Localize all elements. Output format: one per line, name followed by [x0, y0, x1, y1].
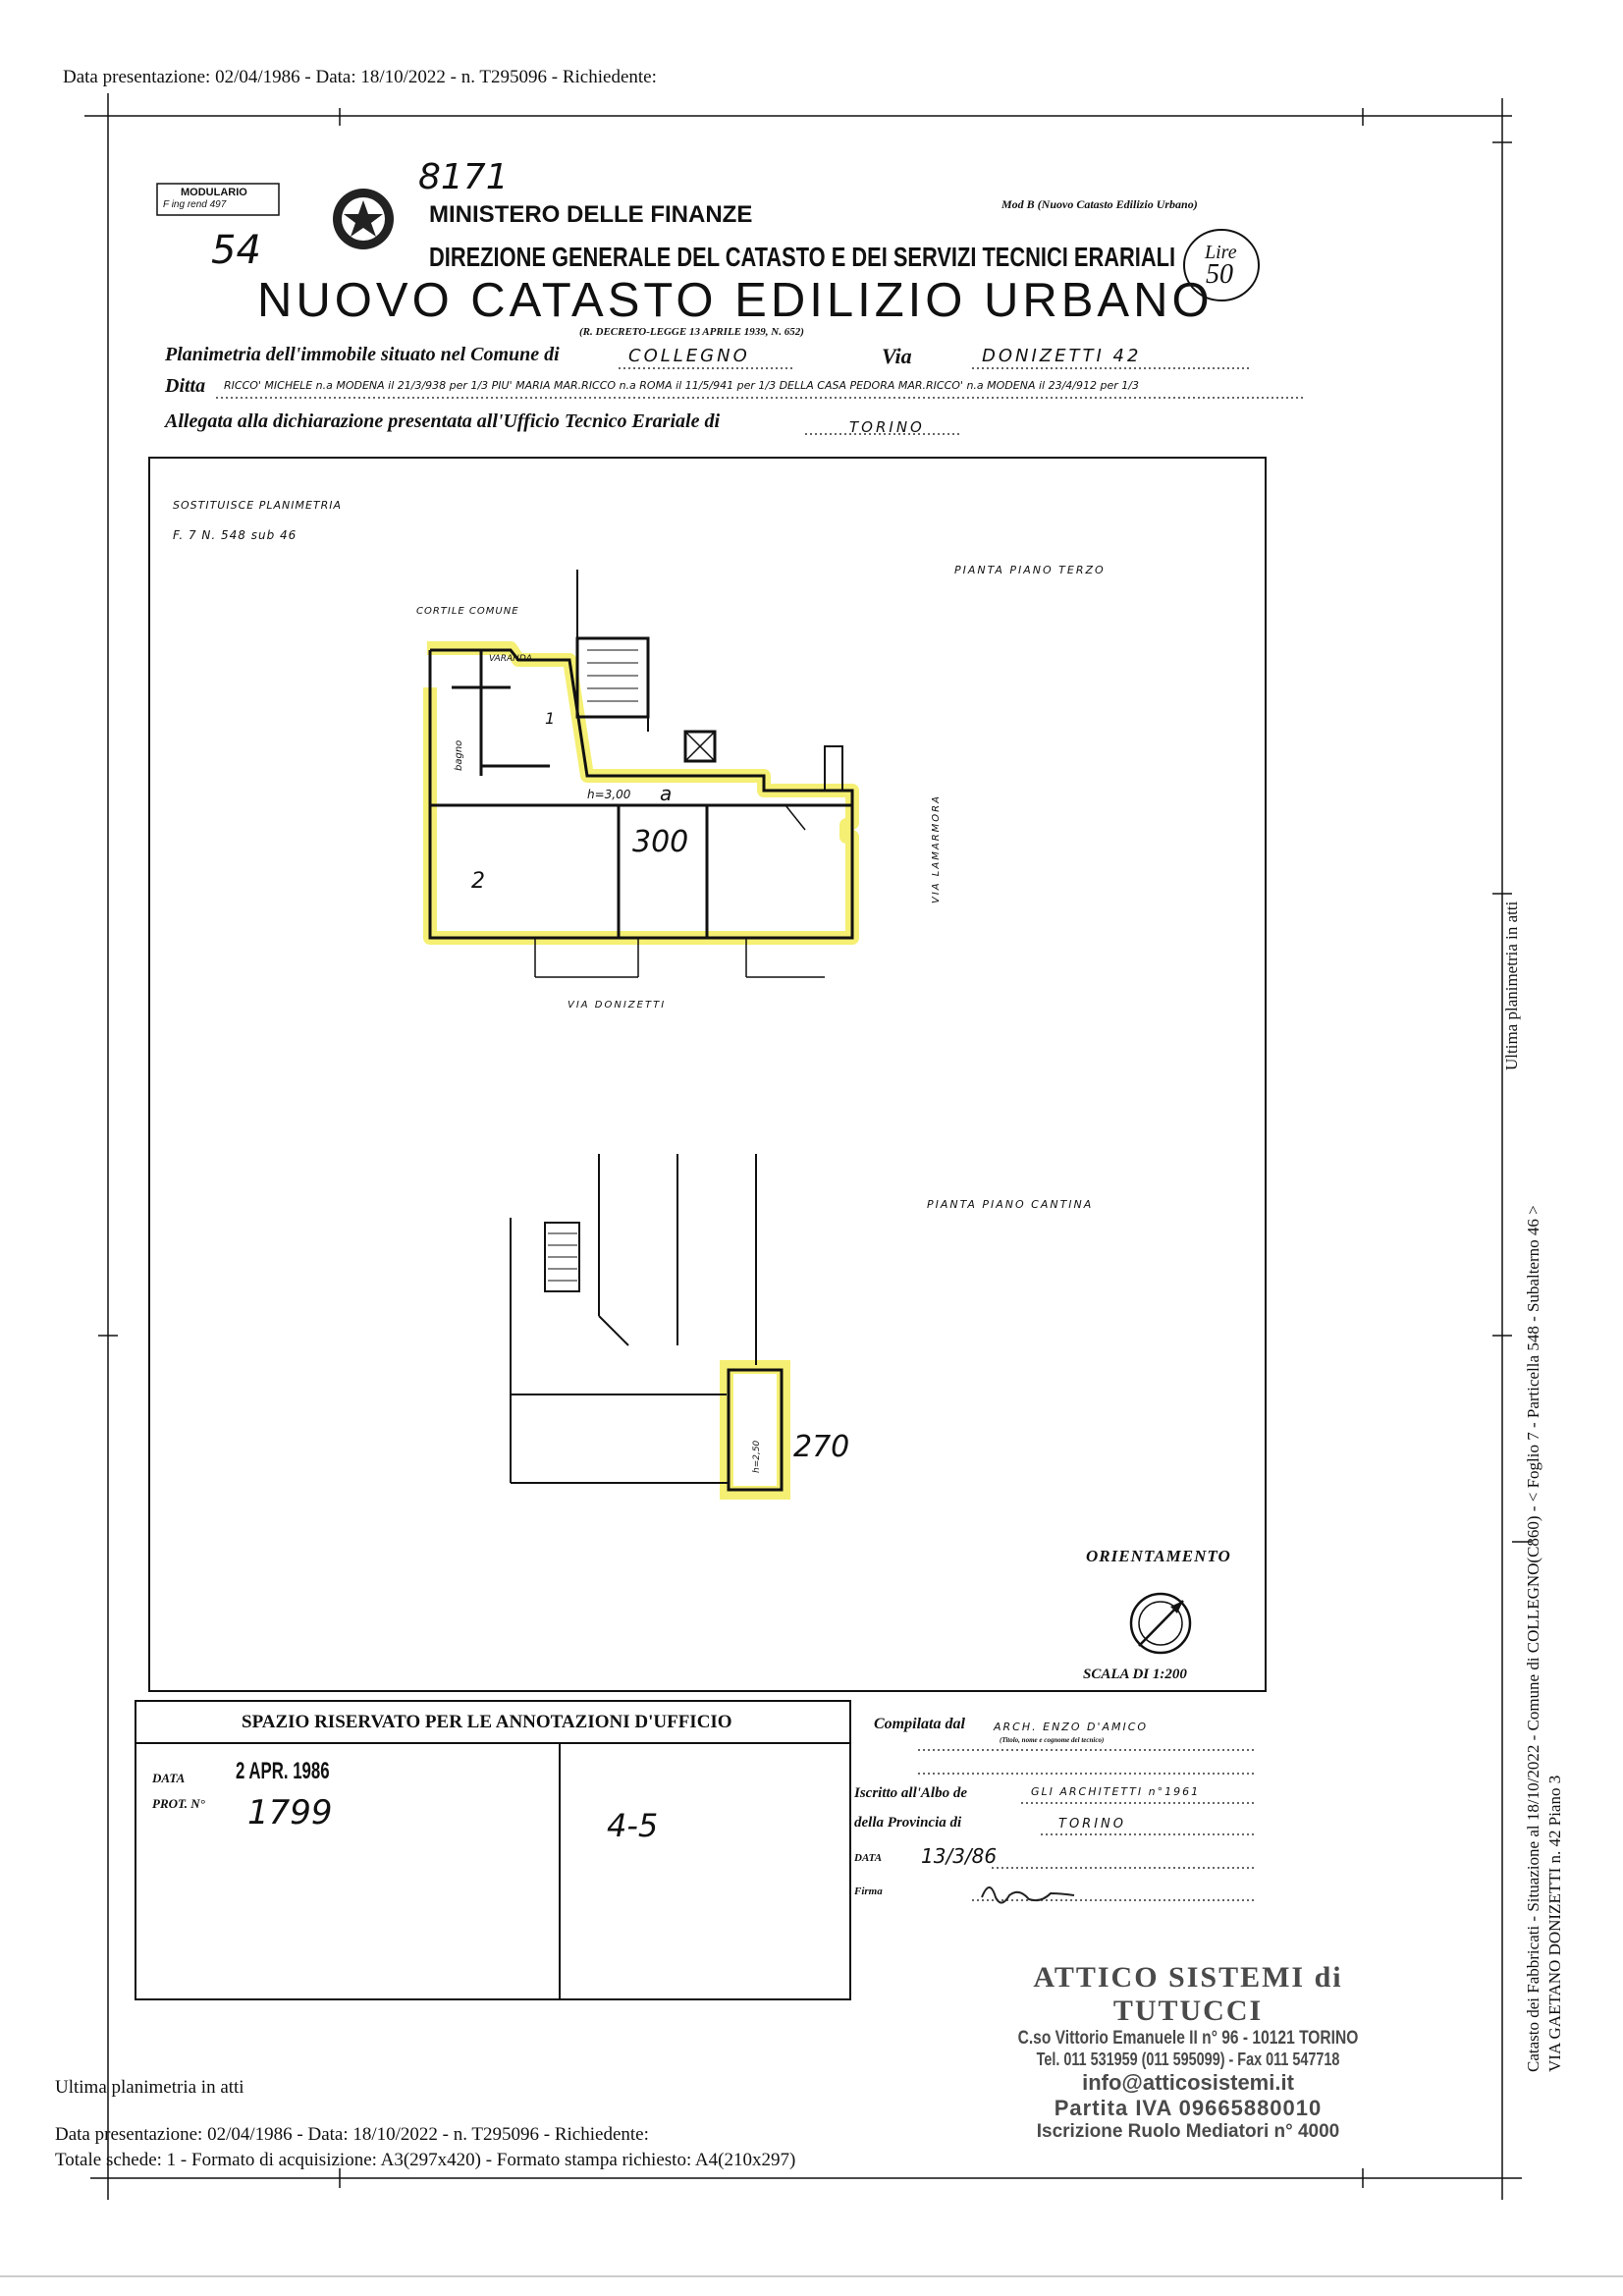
iscritto-value: GLI ARCHITETTI n°1961: [1031, 1785, 1201, 1798]
ditta-label: Ditta: [165, 375, 206, 397]
plan-sheet: [149, 458, 1266, 1691]
cantina-height-label: h=2,50: [752, 1440, 762, 1473]
iscritto-label: Iscritto all'Albo de: [854, 1785, 968, 1801]
pianta-cantina-label: PIANTA PIANO CANTINA: [927, 1198, 1094, 1211]
height-label: h=3,00: [587, 788, 631, 801]
varanda-label: VARANDA: [489, 654, 532, 664]
side-address: VIA GAETANO DONIZETTI n. 42 Piano 3: [1545, 1775, 1564, 2072]
lire-value: 50: [1206, 259, 1233, 290]
annotazioni-title: SPAZIO RISERVATO PER LE ANNOTAZIONI D'UFFICIO: [242, 1712, 732, 1732]
via-lamarmora-label: VIA LAMARMORA: [931, 794, 942, 903]
compilata-data-label: DATA: [854, 1852, 883, 1864]
room-a-label: a: [660, 782, 673, 805]
annotazioni-data-label: DATA: [152, 1771, 186, 1785]
floor-plan-cantina: [511, 1154, 782, 1490]
decreto-note: (R. DECRETO-LEGGE 13 APRILE 1939, N. 652): [579, 326, 804, 338]
document-title: NUOVO CATASTO EDILIZIO URBANO: [257, 274, 1214, 327]
compass-icon: [1131, 1594, 1190, 1653]
allegata-label: Allegata alla dichiarazione presentata all'Ufficio Tecnico Erariale di: [165, 410, 720, 432]
provincia-label: della Provincia di: [854, 1815, 962, 1831]
pianta-terzo-label: PIANTA PIANO TERZO: [954, 564, 1106, 576]
sostituisce-label: SOSTITUISCE PLANIMETRIA: [173, 499, 343, 512]
via-label: Via: [882, 344, 912, 368]
ditta-field: RICCO' MICHELE n.a MODENA il 21/3/938 per 1/3 PIU' MARIA MAR.RICCO n.a ROMA il 11/5/941 per 1/3 DELLA CASA PEDORA MAR.RICCO' n.a MODENA il 23/4/912 per 1/3: [224, 379, 1139, 392]
room-2-label: 2: [471, 869, 485, 894]
stamp-iscrizione: Iscrizione Ruolo Mediatori n° 4000: [1036, 2121, 1340, 2142]
room-1-label: 1: [545, 709, 556, 728]
compilata-value: ARCH. ENZO D'AMICO: [994, 1721, 1149, 1733]
via-donizetti-label: VIA DONIZETTI: [568, 1000, 667, 1011]
provincia-value: TORINO: [1058, 1817, 1126, 1831]
header-info: Data presentazione: 02/04/1986 - Data: 18/10/2022 - n. T295096 - Richiedente:: [63, 67, 657, 87]
riferimento-label: F. 7 N. 548 sub 46: [173, 528, 298, 542]
mod-b-label: Mod B (Nuovo Catasto Edilizio Urbano): [1001, 197, 1198, 211]
compilata-label: Compilata dal: [874, 1716, 965, 1732]
bagno-label: bagno: [454, 739, 464, 771]
scala-label: SCALA DI 1:200: [1083, 1667, 1187, 1682]
direzione-title: DIREZIONE GENERALE DEL CATASTO E DEI SERVIZI TECNICI ERARIALI: [429, 242, 1176, 272]
modulario-ref: F ing rend 497: [163, 199, 227, 210]
footer-line2: Totale schede: 1 - Formato di acquisizione: A3(297x420) - Formato stampa richiesto: A4(210x297): [55, 2150, 796, 2170]
comune-field: COLLEGNO: [628, 346, 750, 366]
orientamento-label: ORIENTAMENTO: [1086, 1547, 1231, 1565]
lire-label: Lire: [1205, 242, 1237, 263]
planimetria-label: Planimetria dell'immobile situato nel Comune di: [165, 344, 560, 365]
height-300-label: 300: [632, 825, 689, 859]
compilata-data-value: 13/3/86: [921, 1844, 998, 1868]
prot-value: 1799: [247, 1793, 333, 1832]
handwritten-54: 54: [211, 228, 261, 273]
stamp-email: info@atticosistemi.it: [1082, 2070, 1294, 2095]
footer-line1: Data presentazione: 02/04/1986 - Data: 18/10/2022 - n. T295096 - Richiedente:: [55, 2124, 649, 2145]
side-ultima: Ultima planimetria in atti: [1502, 901, 1521, 1070]
footer-ultima: Ultima planimetria in atti: [55, 2077, 244, 2098]
firma-label: Firma: [854, 1886, 883, 1897]
handwritten-number: 8171: [418, 157, 509, 197]
stamp-address: C.so Vittorio Emanuele II n° 96 - 10121 TORINO: [1017, 2028, 1359, 2049]
annotazioni-data-value: 2 APR. 1986: [236, 1758, 330, 1784]
stamp-name: ATTICO SISTEMI di TUTUCCI: [1033, 1961, 1343, 2027]
side-catasto-info: Catasto dei Fabbricati - Situazione al 18/10/2022 - Comune di COLLEGNO(C860) - < Foglio 7 - Particella 548 - Subalterno 46 >: [1524, 1205, 1542, 2072]
stamp-box: [957, 1961, 1419, 2143]
height-270-label: 270: [793, 1430, 850, 1464]
prot-label: PROT. N°: [152, 1796, 205, 1811]
stamp-phone: Tel. 011 531959 (011 595099) - Fax 011 547718: [1036, 2050, 1340, 2069]
annotations-box: [135, 1701, 850, 1999]
cortile-label: CORTILE COMUNE: [416, 606, 519, 617]
sigla-value: 4-5: [607, 1807, 659, 1844]
via-field: DONIZETTI 42: [982, 346, 1142, 366]
modulario-title: MODULARIO: [181, 187, 247, 198]
ufficio-field: TORINO: [849, 418, 925, 436]
ministry-name: MINISTERO DELLE FINANZE: [429, 201, 753, 228]
stamp-vat: Partita IVA 09665880010: [1054, 2096, 1323, 2120]
compilata-note: (Titolo, nome e cognome del tecnico): [1000, 1736, 1105, 1744]
italian-emblem-icon: [333, 189, 394, 249]
